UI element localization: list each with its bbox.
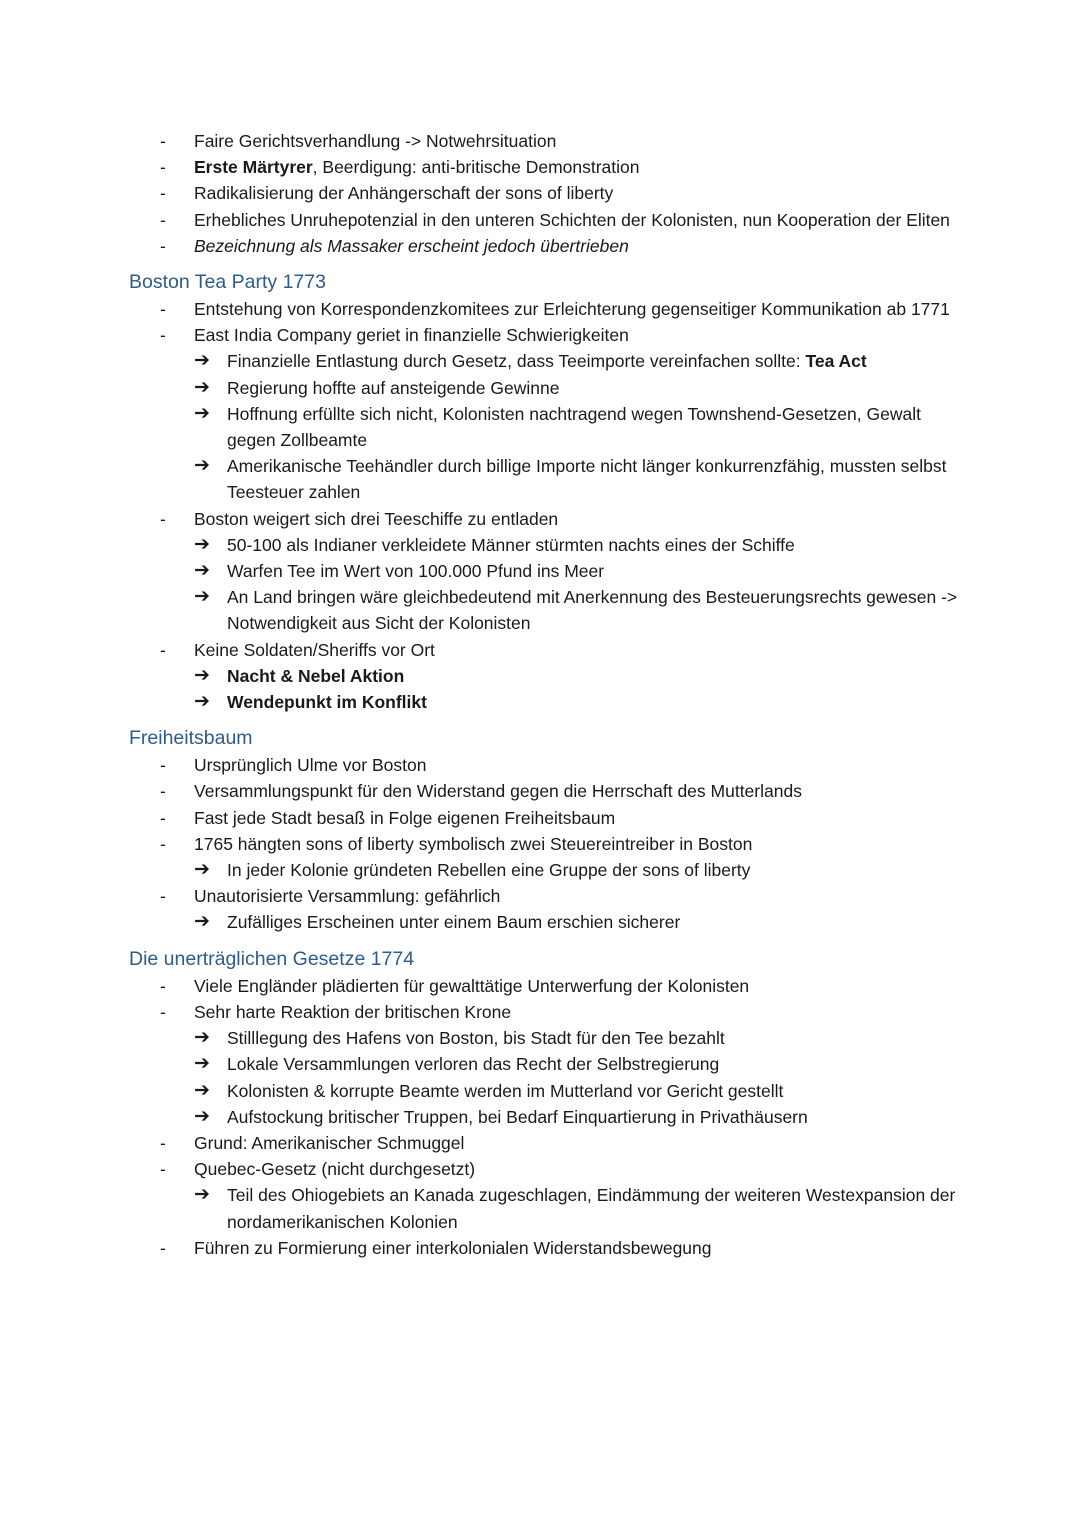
sub-list-item (0, 909, 1080, 935)
text-run: Unautorisierte Versammlung: gefährlich (194, 886, 501, 907)
section-heading: Die unerträglichen Gesetze 1774 (129, 947, 415, 970)
bold-text: Wendepunkt im Konflikt (227, 692, 427, 713)
arrow-bullet-icon: ➔ (194, 533, 210, 555)
text-run: Regierung hoffte auf ansteigende Gewinne (227, 377, 560, 398)
text-run: Keine Soldaten/Sheriffs vor Ort (194, 639, 435, 660)
sub-list-item (0, 453, 1080, 505)
text-run: Radikalisierung der Anhängerschaft der sons of liberty (194, 183, 614, 204)
list-item (0, 233, 1080, 259)
sections-container (0, 269, 1080, 1261)
text-run: Zufälliges Erscheinen unter einem Baum erschien sicherer (227, 912, 681, 933)
arrow-bullet-icon: ➔ (194, 586, 210, 608)
dash-bullet: - (160, 325, 166, 346)
text-run: An Land bringen wäre gleichbedeutend mit Anerkennung des Besteuerungsrechts gewesen -> Notwendigkeit aus Sicht der Kolonisten (227, 587, 958, 634)
dash-bullet: - (160, 1132, 166, 1153)
dash-bullet: - (160, 781, 166, 802)
sub-list-item (0, 375, 1080, 401)
sub-list-item (0, 1025, 1080, 1051)
arrow-bullet-icon: ➔ (194, 1105, 210, 1127)
arrow-bullet-icon: ➔ (194, 455, 210, 477)
sub-list-item (0, 558, 1080, 584)
bold-text: Nacht & Nebel Aktion (227, 665, 405, 686)
text-run: Aufstockung britischer Truppen, bei Bedarf Einquartierung in Privathäusern (227, 1106, 808, 1127)
text-run: Führen zu Formierung einer interkolonialen Widerstandsbewegung (194, 1237, 712, 1258)
text-run: In jeder Kolonie gründeten Rebellen eine Gruppe der sons of liberty (227, 860, 751, 881)
text-run: Viele Engländer plädierten für gewalttätige Unterwerfung der Kolonisten (194, 975, 750, 996)
intro-list (0, 128, 1080, 259)
document-page (0, 128, 1080, 1261)
dash-bullet: - (160, 975, 166, 996)
dash-bullet: - (160, 886, 166, 907)
text-run: Erhebliches Unruhepotenzial in den unteren Schichten der Kolonisten, nun Kooperation der Eliten (194, 209, 950, 230)
text-run: Entstehung von Korrespondenzkomitees zur Erleichterung gegenseitiger Kommunikation ab 1771 (194, 299, 950, 320)
dash-bullet: - (160, 639, 166, 660)
text-run: Grund: Amerikanischer Schmuggel (194, 1132, 465, 1153)
list-item (0, 805, 1080, 831)
list-item (0, 180, 1080, 206)
list-item (0, 999, 1080, 1025)
list-item (0, 506, 1080, 532)
bold-text: Erste Märtyrer (194, 157, 313, 178)
text-run: Amerikanische Teehändler durch billige Importe nicht länger konkurrenzfähig, mussten selbst Teesteuer zahlen (227, 456, 947, 503)
dash-bullet: - (160, 235, 166, 256)
list-item (0, 1130, 1080, 1156)
arrow-bullet-icon: ➔ (194, 859, 210, 881)
text-run: Kolonisten & korrupte Beamte werden im Mutterland vor Gericht gestellt (227, 1080, 784, 1101)
list-item (0, 322, 1080, 348)
sub-list-item (0, 584, 1080, 636)
text-run: Hoffnung erfüllte sich nicht, Kolonisten nachtragend wegen Townshend-Gesetzen, Gewalt gegen Zollbeamte (227, 403, 921, 451)
list-item (0, 207, 1080, 233)
dash-bullet: - (160, 1237, 166, 1258)
arrow-bullet-icon: ➔ (194, 1027, 210, 1049)
section (0, 946, 1080, 1261)
arrow-bullet-icon: ➔ (194, 402, 210, 424)
dash-bullet: - (160, 209, 166, 230)
text-run: Versammlungspunkt für den Widerstand gegen die Herrschaft des Mutterlands (194, 781, 802, 802)
text-run: 50-100 als Indianer verkleidete Männer stürmten nachts eines der Schiffe (227, 534, 795, 555)
bold-text: Tea Act (805, 351, 867, 372)
text-run: Lokale Versammlungen verloren das Recht der Selbstregierung (227, 1054, 720, 1075)
arrow-bullet-icon: ➔ (194, 911, 210, 933)
sub-list-item (0, 348, 1080, 374)
text-run: Fast jede Stadt besaß in Folge eigenen Freiheitsbaum (194, 807, 616, 828)
dash-bullet: - (160, 1159, 166, 1180)
list-item (0, 831, 1080, 857)
list-item (0, 154, 1080, 180)
text-run: Quebec-Gesetz (nicht durchgesetzt) (194, 1159, 476, 1180)
dash-bullet: - (160, 755, 166, 776)
list-item (0, 973, 1080, 999)
dash-bullet: - (160, 508, 166, 529)
list-item (0, 1156, 1080, 1182)
sub-list-item (0, 1182, 1080, 1234)
dash-bullet: - (160, 807, 166, 828)
sub-list-item (0, 401, 1080, 453)
text-run: Boston weigert sich drei Teeschiffe zu entladen (194, 508, 559, 529)
italic-text: Bezeichnung als Massaker erscheint jedoch übertrieben (194, 235, 629, 256)
dash-bullet: - (160, 1001, 166, 1022)
list-item (0, 1235, 1080, 1261)
text-run: East India Company geriet in finanzielle Schwierigkeiten (194, 325, 629, 346)
list-item (0, 296, 1080, 322)
list-item (0, 778, 1080, 804)
dash-bullet: - (160, 157, 166, 178)
text-run: Finanzielle Entlastung durch Gesetz, dass Teeimporte vereinfachen sollte: (227, 351, 806, 372)
text-run: Sehr harte Reaktion der britischen Krone (194, 1001, 512, 1022)
sub-list-item (0, 532, 1080, 558)
dash-bullet: - (160, 131, 166, 151)
sub-list-item (0, 1104, 1080, 1130)
section-heading: Freiheitsbaum (129, 727, 253, 750)
arrow-bullet-icon: ➔ (194, 1053, 210, 1075)
text-run: Ursprünglich Ulme vor Boston (194, 755, 427, 776)
dash-bullet: - (160, 183, 166, 204)
section (0, 269, 1080, 715)
section (0, 725, 1080, 935)
sub-list-item (0, 689, 1080, 715)
arrow-bullet-icon: ➔ (194, 664, 210, 686)
sub-list-item (0, 663, 1080, 689)
list-item (0, 883, 1080, 909)
list-item (0, 128, 1080, 154)
list-item (0, 637, 1080, 663)
dash-bullet: - (160, 833, 166, 854)
arrow-bullet-icon: ➔ (194, 1079, 210, 1101)
text-run: , Beerdigung: anti-britische Demonstration (312, 157, 640, 178)
arrow-bullet-icon: ➔ (194, 350, 210, 372)
text-run: Stilllegung des Hafens von Boston, bis Stadt für den Tee bezahlt (227, 1028, 725, 1049)
sub-list-item (0, 1051, 1080, 1077)
section-heading: Boston Tea Party 1773 (129, 271, 326, 294)
text-run: Teil des Ohiogebiets an Kanada zugeschlagen, Eindämmung der weiteren Westexpansion der nordamerikanischen Kolonien (227, 1185, 956, 1232)
arrow-bullet-icon: ➔ (194, 691, 210, 713)
dash-bullet: - (160, 299, 166, 320)
text-run: Faire Gerichtsverhandlung -> Notwehrsituation (194, 131, 557, 151)
text-run: 1765 hängten sons of liberty symbolisch zwei Steuereintreiber in Boston (194, 833, 753, 854)
arrow-bullet-icon: ➔ (194, 560, 210, 582)
sub-list-item (0, 1078, 1080, 1104)
arrow-bullet-icon: ➔ (194, 1184, 210, 1206)
text-run: Warfen Tee im Wert von 100.000 Pfund ins Meer (227, 561, 605, 582)
list-item (0, 752, 1080, 778)
arrow-bullet-icon: ➔ (194, 376, 210, 398)
sub-list-item (0, 857, 1080, 883)
